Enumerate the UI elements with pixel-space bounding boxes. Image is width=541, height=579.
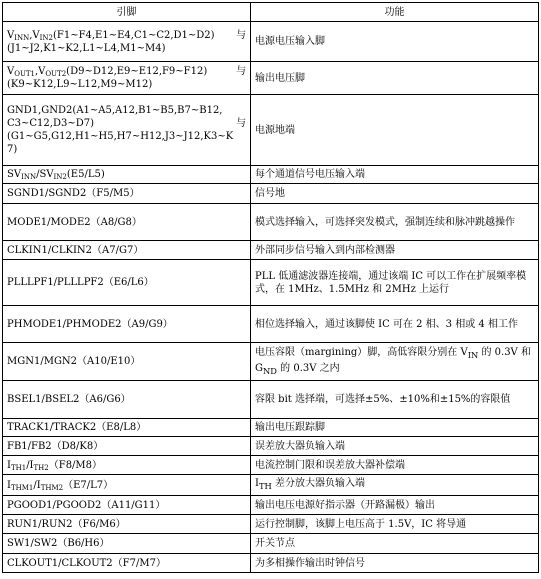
header-function: 功能: [251, 3, 539, 22]
pin-cell: MGN1/MGN2（A10/E10）: [3, 343, 251, 381]
pin-cell: BSEL1/BSEL2（A6/G6）: [3, 381, 251, 419]
pin-cell: GND1,GND2(A1~A5,A12,B1~B5,B7~B12, C3~C12,D3~D7) 与 (G1~G5,G12,H1~H5,H7~H12,J3~J12,K3~K 7): [3, 95, 251, 166]
function-cell: 电源地端: [251, 95, 539, 166]
pin-cell: SW1/SW2（B6/H6）: [3, 534, 251, 554]
function-cell: 模式选择输入，可选择突发模式，强制连续和脉冲跳越操作: [251, 204, 539, 241]
pin-cell: PHMODE1/PHMODE2（A9/G9）: [3, 306, 251, 343]
table-row: [3, 260, 539, 306]
function-cell: 信号地: [251, 184, 539, 204]
table-row: [3, 95, 539, 166]
pin-cell: CLKOUT1/CLKOUT2（F7/M7）: [3, 554, 251, 573]
function-cell: 电源电压输入脚: [251, 22, 539, 62]
function-cell: 相位选择输入，通过该脚使 IC 可在 2 相、3 相或 4 相工作: [251, 306, 539, 343]
function-cell: 输出电压脚: [251, 62, 539, 95]
pin-cell: RUN1/RUN2（F6/M6）: [3, 515, 251, 534]
function-cell: 电流控制门限和误差放大器补偿端: [251, 456, 539, 475]
pin-cell: $I_{TH1}/I_{TH2}(F8/M8)$: [3, 456, 251, 475]
table-row: [3, 381, 539, 419]
function-cell: PLL 低通滤波器连接端，通过该端 IC 可以工作在扩展频率模式，在 1MHz、1.5MHz 和 2MHz 上运行: [251, 260, 539, 306]
function-cell: 容限 bit 选择端，可选择±5%、±10%和±15%的容限值: [251, 381, 539, 419]
table-row: [3, 496, 539, 515]
header-pin: 引脚: [3, 3, 251, 22]
table-row: [3, 166, 539, 184]
table-row: [3, 554, 539, 573]
table-row: [3, 419, 539, 437]
function-cell: 输出电压电源好指示器（开路漏极）输出: [251, 496, 539, 515]
function-cell: 为多相操作输出时钟信号: [251, 554, 539, 573]
table-row: [3, 62, 539, 95]
function-cell: 输出电压跟踪脚: [251, 419, 539, 437]
pin-cell: $SV_{INN}/SV_{IN2}(E5/L5)$: [3, 166, 251, 184]
header-row: [3, 3, 539, 22]
function-cell: 开关节点: [251, 534, 539, 554]
pin-cell: CLKIN1/CLKIN2（A7/G7）: [3, 241, 251, 260]
pin-cell: SGND1/SGND2（F5/M5）: [3, 184, 251, 204]
function-cell: 误差放大器负输入端: [251, 437, 539, 456]
table-row: [3, 184, 539, 204]
pin-cell: $V_{INN},V_{IN2}(F1\sim F4,E1\sim E4,C1\sim C2,D1\sim D2)$ 与 (J1~J2,K1~K2,L1~L4,M1~M4): [3, 22, 251, 62]
table-row: [3, 515, 539, 534]
table-row: [3, 241, 539, 260]
pin-cell: MODE1/MODE2（A8/G8）: [3, 204, 251, 241]
pin-cell: PLLLPF1/PLLLPF2（E6/L6）: [3, 260, 251, 306]
function-cell: 外部同步信号输入到内部检测器: [251, 241, 539, 260]
table-row: [3, 534, 539, 554]
table-row: [3, 204, 539, 241]
table-row: [3, 456, 539, 475]
function-cell: 运行控制脚，该脚上电压高于 1.5V，IC 将导通: [251, 515, 539, 534]
table-row: [3, 343, 539, 381]
pin-cell: TRACK1/TRACK2（E8/L8）: [3, 419, 251, 437]
function-cell: 电压容限（margining）脚，高低容限分别在 $V_{IN}$ 的 0.3V 和 $G_{ND}$ 的 0.3V 之内: [251, 343, 539, 381]
pin-cell: FB1/FB2（D8/K8）: [3, 437, 251, 456]
function-cell: 每个通道信号电压输入端: [251, 166, 539, 184]
pin-function-table: [2, 2, 539, 573]
table-row: [3, 306, 539, 343]
pin-cell: PGOOD1/PGOOD2（A11/G11）: [3, 496, 251, 515]
pin-cell: $I_{THM1}/I_{THM2}(E7/L7)$: [3, 475, 251, 496]
pin-cell: $V_{OUT1},V_{OUT2}(D9\sim D12,E9\sim E12,F9\sim F12)$ 与 (K9~K12,L9~L12,M9~M12): [3, 62, 251, 95]
table-row: [3, 22, 539, 62]
table-row: [3, 475, 539, 496]
table-row: [3, 437, 539, 456]
table-body: [3, 22, 539, 573]
function-cell: $I_{TH}$ 差分放大器负输入端: [251, 475, 539, 496]
